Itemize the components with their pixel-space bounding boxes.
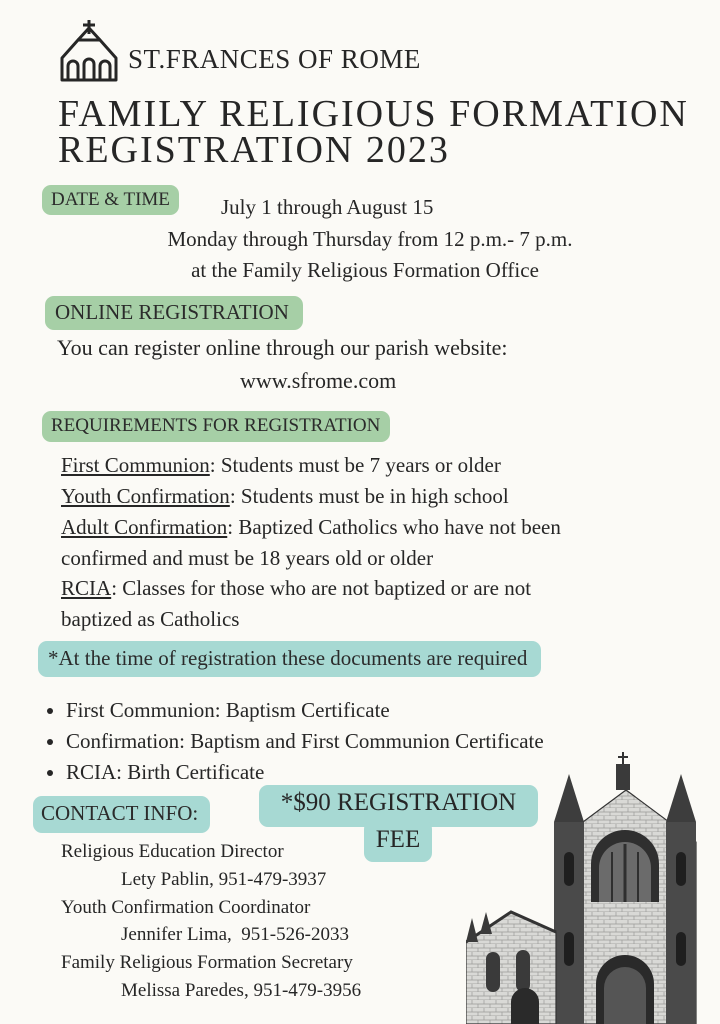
online-registration-label: ONLINE REGISTRATION — [45, 296, 303, 330]
requirement-adult-confirmation — [61, 515, 561, 540]
contact-person: Lety Pablin, 951-479-3937 — [121, 869, 327, 890]
requirement-adult-continued: confirmed and must be 18 years old or older — [61, 546, 434, 570]
registration-fee-line-1: *$90 REGISTRATION — [280, 789, 517, 816]
contact-role: Religious Education Director — [61, 841, 284, 862]
website-link[interactable]: www.sfrome.com — [240, 368, 397, 393]
requirement-term: Youth Confirmation — [61, 484, 230, 508]
list-item: • RCIA: Birth Certificate — [66, 757, 544, 788]
requirement-first-communion — [61, 453, 501, 478]
contact-role: Youth Confirmation Coordinator — [61, 897, 311, 918]
requirement-text: : Students must be in high school — [229, 484, 509, 508]
online-registration-text: You can register online through our parish website: — [57, 335, 508, 360]
contact-person: Melissa Paredes, 951-479-3956 — [121, 980, 362, 1001]
church-outline-icon — [58, 18, 120, 84]
documents-notice: *At the time of registration these documents are required — [38, 641, 541, 677]
location: at the Family Religious Formation Office — [191, 258, 539, 282]
requirement-text: : Baptized Catholics who have not been — [227, 515, 561, 539]
parish-name: ST.FRANCES OF ROME — [128, 44, 421, 74]
contact-person: Jennifer Lima, 951-526-2033 — [121, 924, 349, 945]
requirement-text: : Classes for those who are not baptized or are not — [111, 576, 532, 600]
requirement-youth-confirmation — [61, 484, 509, 509]
page-title-line-1: FAMILY RELIGIOUS FORMATION — [58, 93, 689, 135]
requirement-term: First Communion — [61, 453, 210, 477]
list-item: • First Communion: Baptism Certificate — [66, 695, 544, 726]
requirement-rcia — [61, 576, 531, 601]
registration-fee-line-2: FEE — [375, 826, 421, 853]
contact-role: Family Religious Formation Secretary — [61, 952, 353, 973]
requirement-term: Adult Confirmation — [61, 515, 228, 539]
hours: Monday through Thursday from 12 p.m.- 7 p.m. — [167, 227, 573, 251]
requirement-text: : Students must be 7 years or older — [209, 453, 501, 477]
page-title-line-2: REGISTRATION 2023 — [58, 129, 450, 171]
requirement-rcia-continued: baptized as Catholics — [61, 607, 240, 631]
cathedral-illustration — [466, 752, 720, 1024]
requirements-label: REQUIREMENTS FOR REGISTRATION — [42, 411, 390, 442]
contact-info-label: CONTACT INFO: — [33, 796, 210, 833]
date-time-label: DATE & TIME — [42, 185, 179, 215]
requirement-term: RCIA — [61, 576, 112, 600]
date-range: July 1 through August 15 — [221, 195, 434, 219]
list-item: • Confirmation: Baptism and First Communion Certificate — [66, 726, 544, 757]
